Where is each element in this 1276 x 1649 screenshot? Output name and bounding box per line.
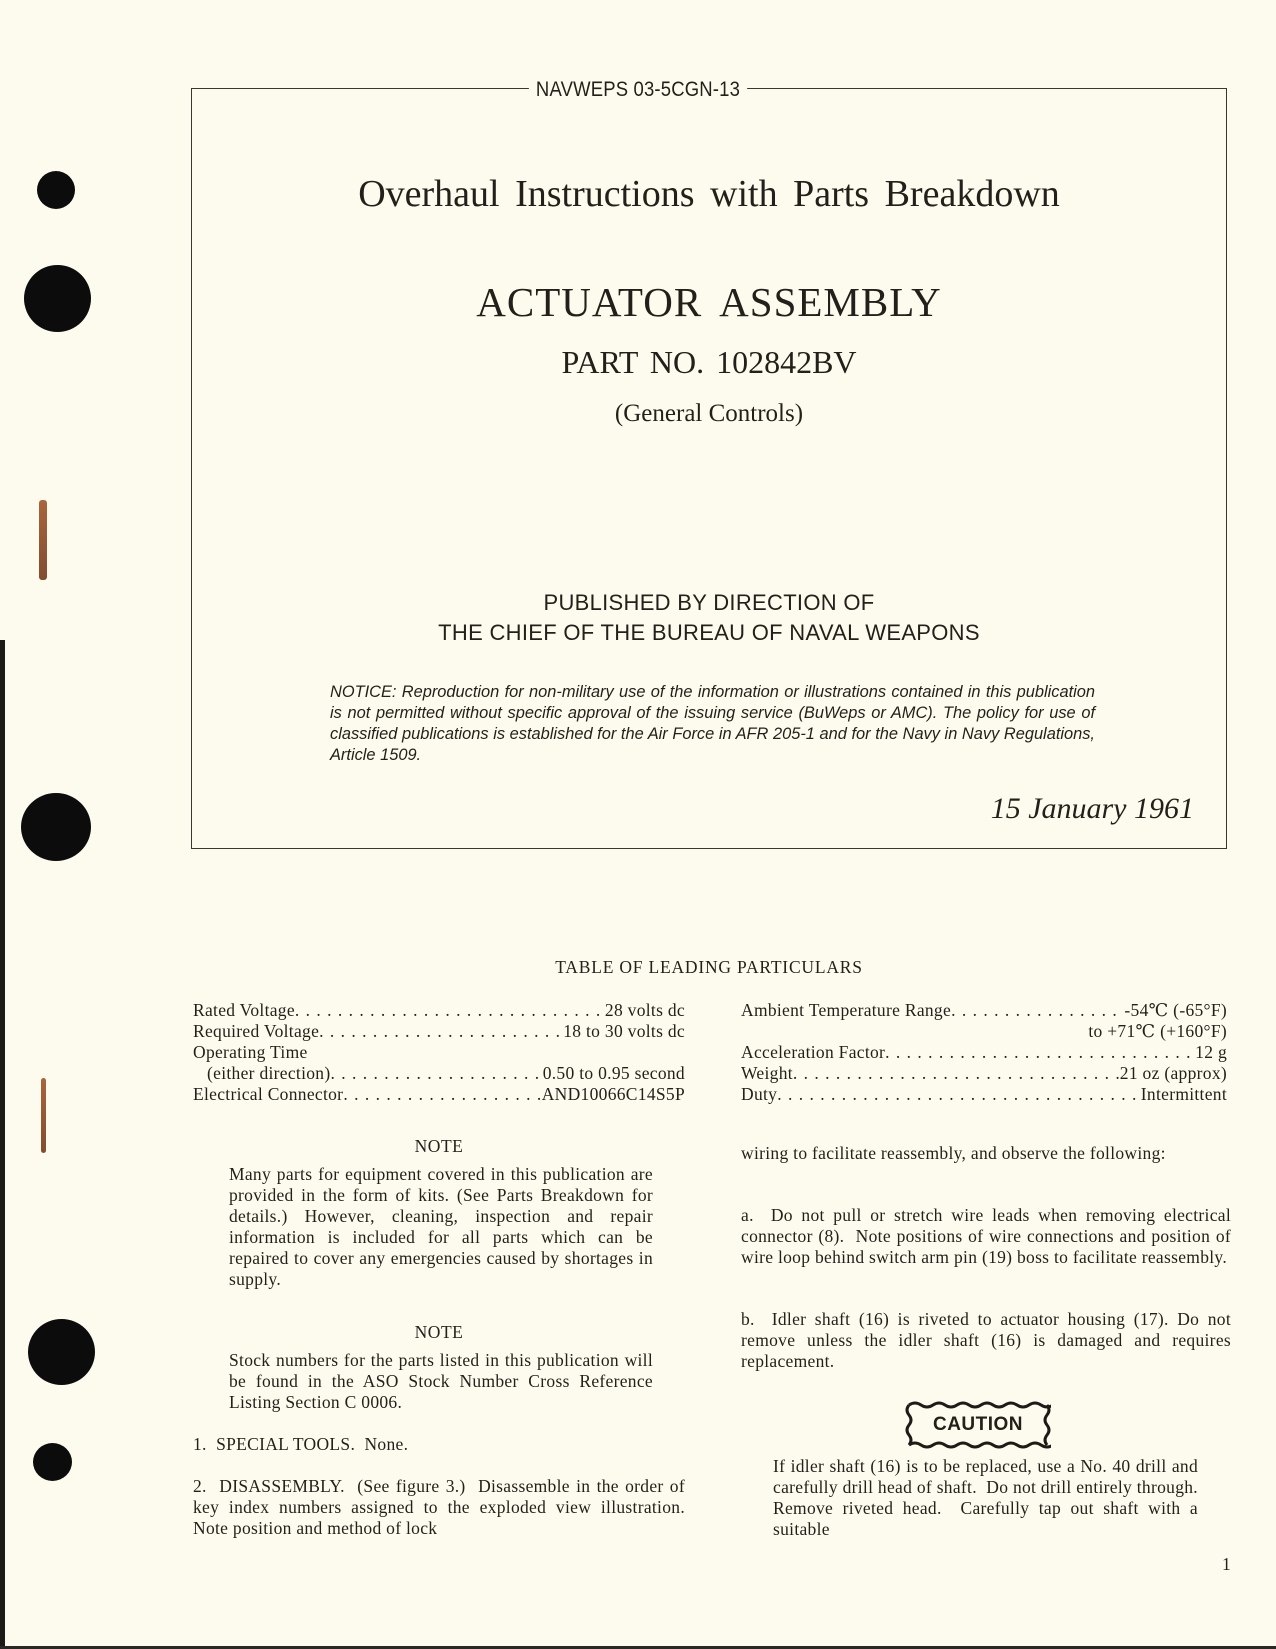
note-heading: NOTE (414, 1136, 464, 1156)
spec-label: Weight (741, 1063, 793, 1083)
manufacturer: (General Controls) (614, 400, 804, 427)
rust-stain (39, 500, 47, 580)
note-kits: Many parts for equipment covered in this publication are provided in the form of kits. (See Parts Breakdown for details.) However, cleaning, inspection and repair information is included for all parts which can be repaired to cover any emergencies caused by shortages in supply. (229, 1164, 653, 1289)
document-number-text: NAVWEPS 03-5CGN-13 (529, 78, 747, 101)
section-disassembly: 2. DISASSEMBLY. (See figure 3.) Disassemble in the order of key index numbers assigned to the exploded view illustration. Note position and method of lock (193, 1476, 695, 1538)
punch-hole (28, 1319, 95, 1385)
spec-value: 18 to 30 volts dc (563, 1021, 685, 1041)
leader-dots (319, 1021, 563, 1042)
caution-label: CAUTION (932, 1414, 1024, 1435)
leader-dots (777, 1084, 1141, 1105)
spec-row (193, 1084, 685, 1105)
spec-value: 0.50 to 0.95 second (542, 1063, 685, 1083)
series-title: Overhaul Instructions with Parts Breakdown (358, 173, 1060, 215)
spec-value: Intermittent (1140, 1084, 1227, 1104)
publisher-statement (191, 588, 1227, 648)
leader-dots (793, 1063, 1120, 1084)
spec-row (741, 1084, 1227, 1105)
spec-label: Rated Voltage (193, 1000, 295, 1020)
document-number (77, 78, 1200, 102)
spec-value: to +71℃ (+160°F) (1088, 1021, 1227, 1041)
caution-text: If idler shaft (16) is to be replaced, use a No. 40 drill and carefully drill head of shaft. Do not drill entirely through. Remove riveted head. Carefully tap out shaft with a suitable (773, 1456, 1208, 1539)
step-b: b. Idler shaft (16) is riveted to actuator housing (17). Do not remove unless the idler shaft (16) is damaged and requires replacement. (741, 1309, 1236, 1371)
part-number: PART NO. 102842BV (561, 344, 857, 380)
note-stock-numbers: Stock numbers for the parts listed in this publication will be found in the ASO Stock Number Cross Reference Listing Section C 0006. (229, 1350, 653, 1412)
spec-row (193, 1021, 685, 1042)
item-title: ACTUATOR ASSEMBLY (476, 279, 942, 325)
leader-dots (343, 1084, 541, 1105)
spec-row (741, 1000, 1227, 1021)
punch-hole (33, 1443, 72, 1481)
spec-value: -54℃ (-65°F) (1124, 1000, 1227, 1020)
spec-row (193, 1063, 685, 1084)
scan-edge-shadow (0, 640, 5, 1649)
step-a: a. Do not pull or stretch wire leads when removing electrical connector (8). Note positions of wire connections and position of wire loop behind switch arm pin (19) boss to facilitate reassembly. (741, 1205, 1236, 1267)
spec-label: Ambient Temperature Range (741, 1000, 952, 1020)
spec-row (741, 1021, 1227, 1042)
spec-value: 21 oz (approx) (1119, 1063, 1227, 1083)
spec-label: (either direction) (207, 1063, 331, 1083)
spec-value: 28 volts dc (604, 1000, 685, 1020)
punch-hole (21, 793, 91, 861)
reproduction-notice: NOTICE: Reproduction for non-military use of the information or illustrations contained in this publication is not permitted without specific approval of the issuing service (BuWeps or AMC). The policy for use of classified publications is established for the Air Force in AFR 205-1 and for the Navy in Navy Regulations, Article 1509. (330, 683, 1095, 764)
leader-dots (951, 1000, 1124, 1021)
note-heading: NOTE (414, 1322, 464, 1342)
punch-hole (24, 265, 91, 332)
spec-row (741, 1063, 1227, 1084)
particulars-right-column (741, 1000, 1227, 1105)
spec-row (193, 1000, 685, 1021)
spec-label: Required Voltage (193, 1021, 320, 1041)
leader-dots (885, 1042, 1195, 1063)
spec-label: Acceleration Factor (741, 1042, 886, 1062)
leader-dots (330, 1063, 542, 1084)
particulars-left-column (193, 1000, 685, 1105)
rust-stain (41, 1078, 46, 1153)
page-number: 1 (1222, 1554, 1231, 1574)
section-special-tools: 1. SPECIAL TOOLS. None. (193, 1434, 409, 1454)
spec-value: 12 g (1195, 1042, 1227, 1062)
leader-dots (295, 1000, 605, 1021)
spec-label: Duty (741, 1084, 778, 1104)
punch-hole (37, 171, 75, 209)
spec-row (741, 1042, 1227, 1063)
publication-date: 15 January 1961 (990, 792, 1194, 825)
leading-particulars-title: TABLE OF LEADING PARTICULARS (555, 957, 863, 977)
publisher-line-1: PUBLISHED BY DIRECTION OF (543, 590, 875, 615)
spec-row (193, 1042, 685, 1063)
spec-label: Electrical Connector (193, 1084, 344, 1104)
spec-label: Operating Time (193, 1042, 308, 1062)
publisher-line-2: THE CHIEF OF THE BUREAU OF NAVAL WEAPONS (438, 620, 980, 645)
section-disassembly-continued: wiring to facilitate reassembly, and observe the following: (741, 1143, 1166, 1163)
caution-banner (905, 1401, 1051, 1449)
spec-value: AND10066C14S5P (541, 1084, 685, 1104)
